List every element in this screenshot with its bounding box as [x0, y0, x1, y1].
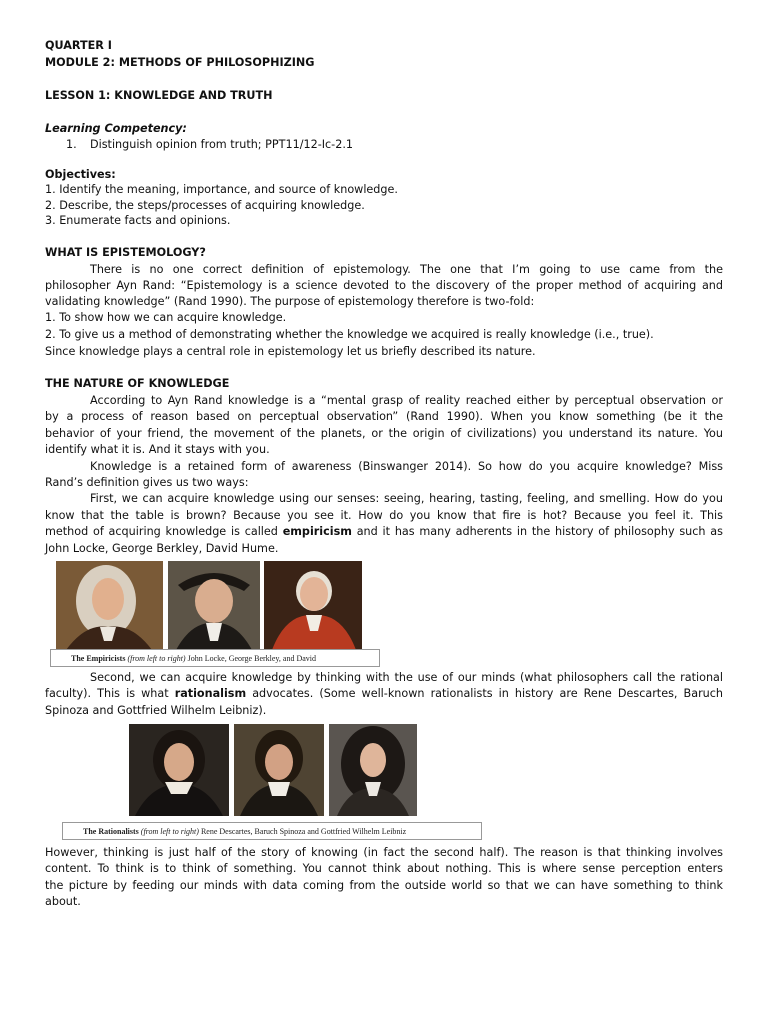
caption-title: The Empiricists — [71, 654, 126, 663]
portrait-baruch-spinoza — [234, 724, 324, 816]
portrait-george-berkley — [168, 561, 260, 650]
paragraph-line: Rand’s definition gives us two ways: — [45, 476, 249, 489]
lesson-title: LESSON 1: KNOWLEDGE AND TRUTH — [45, 89, 273, 102]
paragraph-line: Second, we can acquire knowledge by thinking with the use of our minds (what philosophers call the rational — [90, 671, 723, 684]
objective-item: 2. Describe, the steps/processes of acquiring knowledge. — [45, 199, 365, 212]
competency-item — [45, 137, 723, 154]
nature-heading: THE NATURE OF KNOWLEDGE — [45, 377, 230, 390]
caption-direction: (from left to right) — [140, 827, 199, 836]
paragraph-line: know that the table is brown? Because you see it. How do you know that fire is hot? Because you feel it. This — [45, 509, 723, 522]
competency-text: Distinguish opinion from truth; PPT11/12-Ic-2.1 — [90, 138, 354, 151]
portrait-rene-descartes — [129, 724, 229, 816]
caption-title: The Rationalists — [83, 827, 139, 836]
portrait-david-hume — [264, 561, 362, 650]
text-span: method of acquiring knowledge is called — [45, 525, 283, 538]
paragraph-line: behavior of your friend, the movement of the planets, or the origin of civilizations) you understand its nature. You — [45, 427, 723, 440]
epistemology-heading: WHAT IS EPISTEMOLOGY? — [45, 246, 206, 259]
paragraph-line: However, thinking is just half of the story of knowing (in fact the second half). The reason is that thinking involves — [45, 846, 723, 859]
objectives-heading: Objectives: — [45, 168, 116, 181]
paragraph-line: First, we can acquire knowledge using our senses: seeing, hearing, tasting, feeling, and smelling. How do you — [90, 492, 723, 505]
module-title: MODULE 2: METHODS OF PHILOSOPHIZING — [45, 56, 315, 69]
paragraph-line: by a process of reason based on perceptual observation” (Rand 1990). When you know something (be it the — [45, 410, 723, 423]
empiricists-caption — [50, 649, 380, 667]
portrait-john-locke — [56, 561, 163, 650]
text-span: and it has many adherents in the history of philosophy such as — [351, 525, 723, 538]
paragraph-line: content. To think is to think of something. You cannot think about nothing. This is where sense perception enters — [45, 862, 723, 875]
paragraph-line: 2. To give us a method of demonstrating whether the knowledge we acquired is really knowledge (i.e., true). — [45, 328, 654, 341]
paragraph-line — [45, 686, 723, 703]
paragraph-line: identify what it is. And it stays with you. — [45, 443, 270, 456]
paragraph-line: John Locke, George Berkley, David Hume. — [45, 542, 279, 555]
paragraph-line: Spinoza and Gottfried Wilhelm Leibniz). — [45, 704, 267, 717]
paragraph-line: According to Ayn Rand knowledge is a “mental grasp of reality reached either by perceptual observation or — [90, 394, 723, 407]
text-span: advocates. (Some well-known rationalists in history are Rene Descartes, Baruch — [246, 687, 724, 700]
rationalism-term: rationalism — [174, 687, 247, 700]
empiricism-term: empiricism — [282, 525, 352, 538]
paragraph-line: There is no one correct definition of epistemology. The one that I’m going to use came from the — [90, 263, 723, 276]
portrait-gottfried-leibniz — [329, 724, 417, 816]
caption-direction: (from left to right) — [127, 654, 186, 663]
paragraph-line: validating knowledge” (Rand 1990). The purpose of epistemology therefore is two-fold: — [45, 295, 535, 308]
caption-names: Rene Descartes, Baruch Spinoza and Gottfried Wilhelm Leibniz — [200, 827, 407, 836]
paragraph-line: philosopher Ayn Rand: “Epistemology is a science devoted to the discovery of the proper method of acquiring and — [45, 279, 723, 292]
rationalists-caption — [62, 822, 482, 840]
objective-item: 1. Identify the meaning, importance, and source of knowledge. — [45, 183, 398, 196]
competency-number: 1. — [66, 138, 77, 151]
paragraph-line: Since knowledge plays a central role in epistemology let us briefly described its nature. — [45, 345, 536, 358]
paragraph-line: the picture by feeding our minds with data coming from the outside world so that we can have something to think — [45, 879, 723, 892]
paragraph-line: about. — [45, 895, 81, 908]
paragraph-line: 1. To show how we can acquire knowledge. — [45, 311, 287, 324]
text-span: faculty). This is what — [45, 687, 175, 700]
objective-item: 3. Enumerate facts and opinions. — [45, 214, 231, 227]
quarter-title: QUARTER I — [45, 39, 112, 52]
caption-names: John Locke, George Berkley, and David — [187, 654, 317, 663]
paragraph-line — [45, 524, 723, 541]
competency-heading: Learning Competency: — [45, 122, 187, 135]
paragraph-line: Knowledge is a retained form of awareness (Binswanger 2014). So how do you acquire knowledge? Miss — [90, 460, 723, 473]
